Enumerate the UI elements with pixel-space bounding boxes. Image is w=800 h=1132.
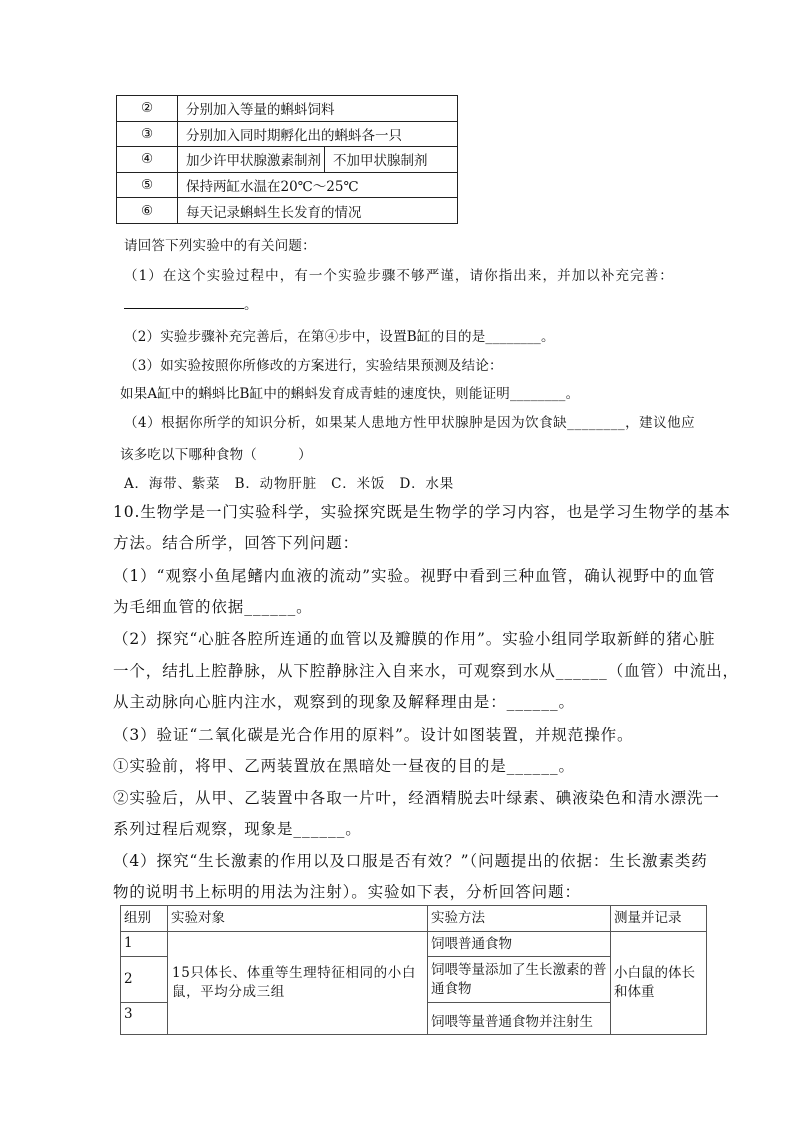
q9-part3-result: 如果A缸中的蝌蚪比B缸中的蝌蚪发育成青蛙的速度快，则能证明________。 [120, 386, 580, 402]
step-number: ② [117, 96, 178, 122]
q9-part2: （2）实验步骤补充完善后，在第④步中，设置B缸的目的是________。 [124, 329, 555, 345]
table-row [117, 147, 458, 173]
q9-part4-cont: 该多吃以下哪种食物（ ） [120, 447, 312, 463]
step-text-tank-a: 加少许甲状腺激素制剂 [186, 153, 321, 170]
header-cell: 实验方法 [428, 906, 611, 932]
q10-line: ①实验前，将甲、乙两装置放在黑暗处一昼夜的目的是______。 [113, 757, 575, 775]
group-cell: 3 [121, 1003, 168, 1035]
step-number: ④ [117, 147, 178, 173]
table-row [117, 172, 458, 198]
q10-line: 从主动脉向心脏内注水，观察到的现象及解释理由是：______。 [113, 693, 575, 711]
step-number: ③ [117, 121, 178, 147]
subject-cell: 15只体长、体重等生理特征相同的小白鼠，平均分成三组 [168, 932, 428, 1035]
method-cell: 饲喂等量普通食物并注射生 [428, 1003, 611, 1035]
step-split-cell [178, 147, 458, 173]
answer-blank [124, 294, 244, 309]
q10-line: 为毛细血管的依据______。 [113, 598, 313, 616]
step-text: 每天记录蝌蚪生长发育的情况 [178, 198, 458, 224]
q10-line: （3）验证“二氧化碳是光合作用的原料”。设计如图装置，并规范操作。 [113, 726, 634, 744]
header-cell: 测量并记录 [611, 906, 707, 932]
experiment-steps-table [116, 95, 458, 224]
step-number: ⑥ [117, 198, 178, 224]
group-cell: 1 [121, 932, 168, 957]
method-cell: 饲喂等量添加了生长激素的普通食物 [428, 957, 611, 1003]
table-row [117, 121, 458, 147]
header-cell: 实验对象 [168, 906, 428, 932]
step-text-tank-b: 不加甲状腺制剂 [333, 153, 428, 170]
step-number: ⑤ [117, 172, 178, 198]
q10-line: （2）探究“心脏各腔所连通的血管以及瓣膜的作用”。实验小组同学取新鲜的猪心脏 [113, 630, 716, 648]
q9-part3: （3）如实验按照你所修改的方案进行，实验结果预测及结论： [124, 358, 503, 374]
growth-hormone-table [120, 905, 707, 1035]
q10-line: （4）探究“生长激素的作用以及口服是否有效？”（问题提出的依据：生长激素类药 [113, 852, 708, 870]
record-cell: 小白鼠的体长和体重 [611, 932, 707, 1035]
q9-part1: （1）在这个实验过程中，有一个实验步骤不够严谨，请你指出来，并加以补充完善： [124, 268, 674, 284]
group-cell: 2 [121, 957, 168, 1003]
q10-line: 系列过程后观察，现象是______。 [113, 820, 362, 838]
header-cell: 组别 [121, 906, 168, 932]
q9-intro: 请回答下列实验中的有关问题： [124, 238, 316, 254]
table-row [117, 198, 458, 224]
table-header-row [121, 906, 707, 932]
step-text: 分别加入同时期孵化出的蝌蚪各一只 [178, 121, 458, 147]
q10-line: 物的说明书上标明的用法为注射）。实验如下表，分析回答问题： [113, 883, 581, 901]
method-cell: 饲喂普通食物 [428, 932, 611, 957]
q9-part1-end: 。 [244, 297, 258, 313]
step-text: 分别加入等量的蝌蚪饲料 [178, 96, 458, 122]
step-text: 保持两缸水温在20℃～25℃ [178, 172, 458, 198]
q10-line: 一个，结扎上腔静脉，从下腔静脉注入自来水，可观察到水从______（血管）中流出， [113, 662, 739, 680]
q10-line: （1）“观察小鱼尾鳍内血液的流动”实验。视野中看到三种血管，确认视野中的血管 [113, 567, 716, 585]
q10-line: 方法。结合所学，回答下列问题： [113, 534, 360, 552]
table-row [117, 96, 458, 122]
q9-options: A．海带、紫菜 B．动物肝脏 C．米饭 D．水果 [124, 476, 455, 492]
q10-line: ②实验后，从甲、乙装置中各取一片叶，经酒精脱去叶绿素、碘液染色和清水漂洗一 [113, 789, 720, 807]
q9-part1-answer [124, 293, 258, 313]
q10-line: 10.生物学是一门实验科学，实验探究既是生物学的学习内容，也是学习生物学的基本 [113, 503, 731, 521]
q9-part4: （4）根据你所学的知识分析，如果某人患地方性甲状腺肿是因为饮食缺________，建议他应 [124, 415, 696, 431]
table-row [121, 932, 707, 957]
